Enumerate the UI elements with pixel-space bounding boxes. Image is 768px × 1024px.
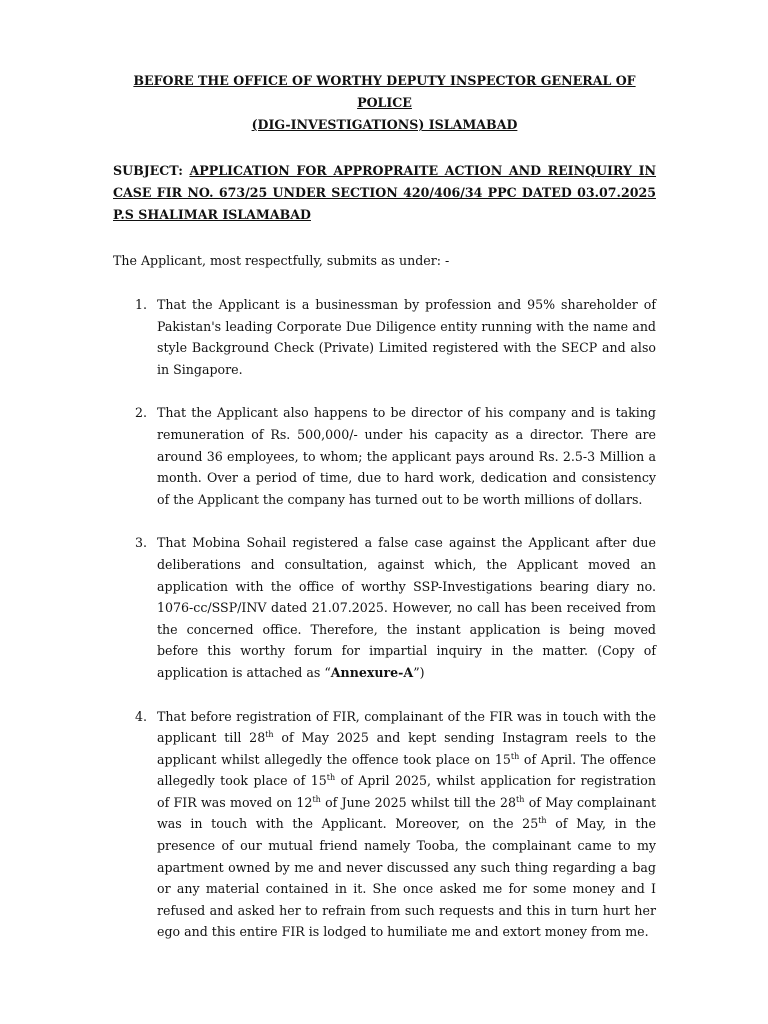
heading-line-2: (DIG-INVESTIGATIONS) ISLAMABAD [251, 117, 518, 132]
paragraph-body: That Mobina Sohail registered a false case against the Applicant after due deliberations and consultation, against which, the Applicant moved an application with the office of worthy SSP-Investigations bearing diary no. 1076-cc/SSP/INV dated 21.07.2025. However, no call has been received from the concerned office. Therefore, the instant application is being moved before this worthy forum for impartial inquiry in the matter. (Copy of application is attached as “ [157, 535, 656, 680]
ordinal-suffix: th [326, 773, 336, 783]
intro-text: The Applicant, most respectfully, submits as under: - [113, 253, 450, 268]
paragraph-text [157, 706, 656, 944]
paragraph-4 [113, 706, 656, 944]
paragraph-text: That the Applicant is a businessman by profession and 95% shareholder of Pakistan's leading Corporate Due Diligence entity running with the name and style Background Check (Private) Limited registered with the SECP and also in Singapore. [157, 297, 656, 377]
document-heading [113, 70, 656, 136]
paragraph-text: That the Applicant also happens to be director of his company and is taking remuneration of Rs. 500,000/- under his capacity as a director. There are around 36 employees, to whom; the applicant pays around Rs. 2.5-3 Million a month. Over a period of time, due to hard work, dedication and consistency of the Applicant the company has turned out to be worth millions of dollars. [157, 405, 656, 507]
text-segment: of May 2025 and kept sending Instagram reels to the applicant whilst allegedly the offence took place on 15 [157, 730, 656, 767]
annexure-label: Annexure-A [330, 664, 414, 680]
paragraph-number: 3. [135, 535, 148, 551]
paragraph-number: 2. [135, 405, 148, 421]
paragraph-1 [113, 294, 656, 380]
paragraph-number: 1. [135, 297, 148, 312]
text-segment: of June 2025 whilst till the 28 [320, 794, 517, 810]
subject-label: SUBJECT: [113, 163, 183, 178]
ordinal-suffix: th [265, 729, 274, 739]
paragraph-list [113, 294, 656, 943]
ordinal-suffix: th [516, 794, 525, 804]
ordinal-suffix: th [312, 794, 321, 804]
text-segment: of May, in the presence of our mutual friend namely Tooba, the complainant came to my apartment owned by me and never discussed any such thing regarding a bag or any material contained in it. She once asked me for some money and I refused and asked her to refrain from such requests and this in turn hurt her ego and this entire FIR is lodged to humiliate me and extort money from me. [157, 816, 656, 940]
subject-block [113, 160, 656, 226]
text-segment: of April 2025, whilst application for registration of FIR was moved on 12 [157, 773, 656, 810]
paragraph-3 [113, 532, 656, 683]
ordinal-suffix: th [538, 816, 547, 826]
ordinal-suffix: th [510, 751, 520, 761]
text-segment: That before registration of FIR, complainant of the FIR was in touch with the applicant till 28 [157, 708, 656, 746]
subject-text: APPLICATION FOR APPROPRAITE ACTION AND REINQUIRY IN CASE FIR NO. 673/25 UNDER SECTION 420/406/34 PPC DATED 03.07.2025 P.S SHALIMAR ISLAMABAD [113, 163, 657, 222]
paragraph-2 [113, 402, 656, 510]
paragraph-tail: ”) [413, 664, 425, 680]
text-segment: of April. The offence allegedly took place of 15 [157, 751, 656, 789]
heading-line-1: BEFORE THE OFFICE OF WORTHY DEPUTY INSPECTOR GENERAL OF POLICE [133, 73, 636, 110]
paragraph-number: 4. [135, 708, 148, 724]
text-segment: of May complainant was in touch with the Applicant. Moreover, on the 25 [157, 794, 657, 832]
paragraph-text [157, 532, 656, 683]
